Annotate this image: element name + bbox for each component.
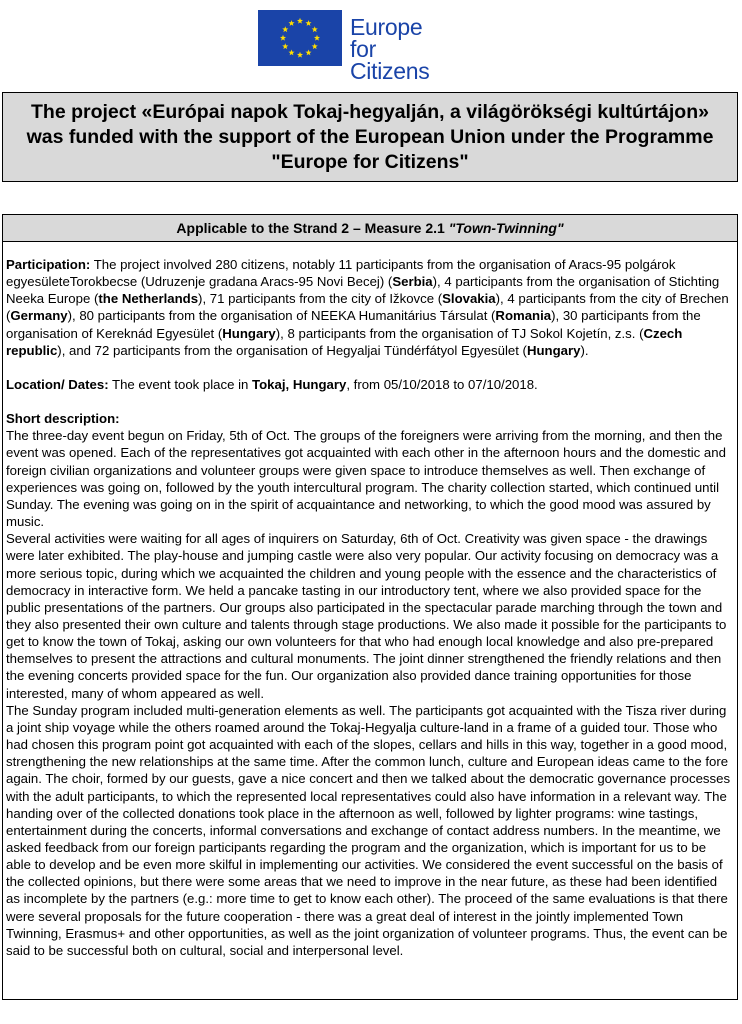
description-paragraph-3: The Sunday program included multi-generation elements as well. The participants got acquainted with the Tisza river during a joint ship voyage while the others roamed around the Tokaj-Hegyalja culture-land in a frame of a guided tour. Those who had chosen this program point got acquainted with each of the slopes, cellars and hills in this way, together in a good mood, strengthening the new relationships at the same time. After the common lunch, culture and European ideas came to the fore again. The choir, formed by our guests, gave a nice concert and then we talked about the democratic governance processes with the adult participants, to which the represented local representatives could also have information in a relevant way. The handing over of the collected donations took place in the afternoon as well, followed by lighter programs: wine tastings, entertainment during the concerts, informal conversations and exchange of contact address numbers. In the meantime, we asked feedback from our foreign participants regarding the program and the organization, which is important for us to be able to develop and be even more skilful in implementing our activities. We considered the event successful on the basis of the collected opinions, but there were some areas that we need to improve in the near future, as these had been identified as incomplete by the partners (e.g.: more time to get to know each other). The proceed of the same evaluations is that there were several proposals for the future cooperation - there was a great deal of interest in the jointly implemented Town Twinning, Erasmus+ and other opportunities, as well as the joint organization of volunteer programs. Thus, the event can be said to be successful both on cultural, social and interpersonal level.	[6, 702, 731, 958]
logo-line-2: for Citizens	[350, 36, 430, 84]
strand-header	[3, 215, 737, 242]
participation-text: ), 30 participants from the organisation of Kereknád Egyesület (	[6, 308, 701, 341]
participation-text: ), 4 participants from the city of Brechen (	[6, 291, 729, 324]
logo-line-1: Europe	[350, 14, 423, 40]
eu-stars	[258, 10, 342, 66]
star-icon	[280, 35, 286, 41]
participation-text: ), 71 participants from the city of Ižkovce (	[198, 291, 443, 307]
participation-paragraph	[6, 256, 734, 359]
country-hungary: Hungary	[526, 342, 581, 358]
star-icon	[305, 20, 311, 26]
country-hungary: Hungary	[222, 325, 276, 341]
location-label: Location/ Dates:	[6, 376, 109, 392]
project-body	[3, 242, 737, 959]
spacer	[6, 359, 734, 376]
participation-text: ), 8 participants from the organisation of TJ Sokol Kojetín, z.s. (	[275, 325, 644, 341]
strand-prefix: Applicable to the Strand 2 – Measure 2.1	[176, 220, 449, 236]
funding-statement: The project «Európai napok Tokaj-hegyalján, a világörökségi kultúrtájon» was funded with the support of the European Union under the Programme "Europe for Citizens"	[26, 100, 714, 173]
location-text: The event took place in	[108, 376, 253, 392]
star-icon	[297, 52, 303, 58]
location-place: Tokaj, Hungary	[252, 376, 347, 392]
star-icon	[282, 43, 288, 49]
description-label	[6, 410, 734, 427]
country-netherlands: the Netherlands	[98, 291, 199, 307]
star-icon	[282, 26, 288, 32]
country-germany: Germany	[10, 308, 68, 324]
description-paragraph-1: The three-day event begun on Friday, 5th of Oct. The groups of the foreigners were arriving from the morning, and then the event was opened. Each of the representatives got acquainted with each other in the afternoon hours and the domestic and foreign civilian organizations and volunteer groups were given space to introduce themselves as well. Then exchange of experiences was going on, followed by the youth intercultural program. The charity collection started, which continued until Sunday. The evening was going on in the spirit of acquaintance and networking, to which the good mood was assured by music.	[6, 428, 726, 530]
eu-flag-icon	[258, 10, 342, 66]
strand-name: "Town-Twinning"	[448, 220, 564, 236]
participation-text: ), 4 participants from the organisation of Stichting Neeka Europe (	[6, 274, 720, 307]
location-paragraph	[6, 376, 734, 393]
participation-text: The project involved 280 citizens, notably 11 participants from the organisation of Aracs-95 polgárok egyesületeTorokbecse (Udruzenje gradana Aracs-95 Novi Becej) (	[6, 257, 676, 290]
star-icon	[288, 20, 294, 26]
project-details-box	[2, 214, 738, 1000]
country-czech-republic: Czech republic	[6, 325, 683, 358]
country-serbia: Serbia	[392, 274, 433, 290]
star-icon	[297, 18, 303, 24]
participation-text: ).	[580, 342, 589, 358]
star-icon	[312, 43, 318, 49]
description-label-text: Short description:	[6, 411, 120, 427]
location-dates: , from 05/10/2018 to 07/10/2018.	[346, 376, 538, 392]
participation-label: Participation:	[6, 257, 91, 272]
participation-text: ), and 72 participants from the organisation of Hegyaljai Tündérfátyol Egyesület (	[57, 342, 527, 358]
country-slovakia: Slovakia	[442, 291, 496, 307]
description-paragraph-2: Several activities were waiting for all ages of inquirers on Saturday, 6th of Oct. Creativity was given space - the drawings were later exhibited. The play-house and jumping castle were also very popular. Our activity focusing on democracy was a more serious topic, during which we acquainted the children and young people with the essence and the characteristics of democracy in interactive form. We held a pancake tasting in our introductory tent, where we also provided space for the public presentations of the partners. Our groups also participated in the spectacular parade marching through the town and they also presented their own culture and talents through stage productions. We also made it possible for the participants to get to know the town of Tokaj, asking our own volunteers for that who had enough local knowledge and also pre-prepared themselves to present the attractions and cultural monuments. The joint dinner strengthened the friendly relations and then the evening concerts provided space for the fun. Our organization also provided dance training opportunities for those interested, many of whom appeared as well.	[6, 531, 727, 701]
country-romania: Romania	[495, 308, 552, 324]
logo-text	[350, 16, 458, 82]
star-icon	[288, 50, 294, 56]
star-icon	[314, 35, 320, 41]
star-icon	[305, 50, 311, 56]
participation-text: ), 80 participants from the organisation of NEEKA Humanitárius Társulat (	[67, 308, 496, 324]
europe-for-citizens-logo	[258, 10, 458, 84]
star-icon	[312, 26, 318, 32]
funding-statement-box	[2, 92, 738, 182]
spacer	[6, 393, 734, 410]
